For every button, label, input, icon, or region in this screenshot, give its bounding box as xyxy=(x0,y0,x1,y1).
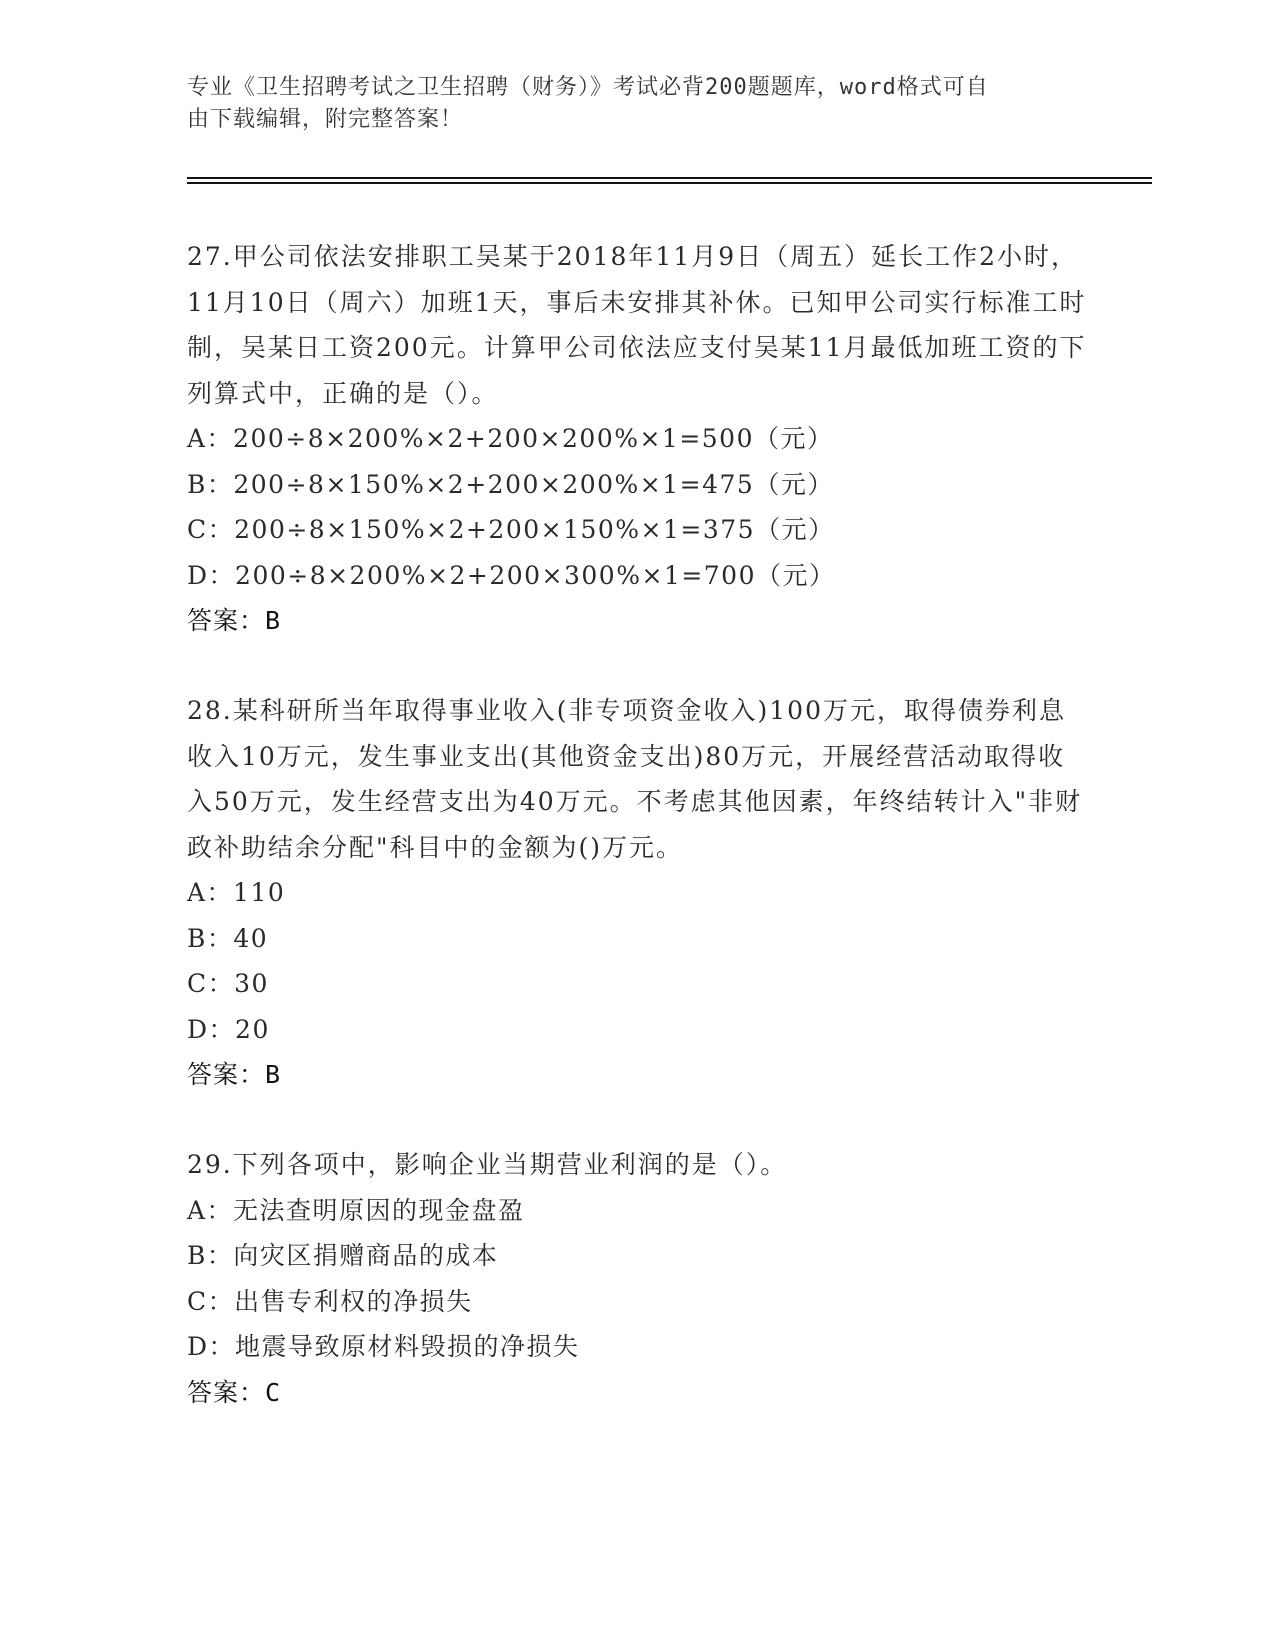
option-c: C：30 xyxy=(187,969,269,998)
option-d: D：200÷8×200%×2+200×300%×1=700（元） xyxy=(187,560,836,590)
option-c: C：200÷8×150%×2+200×150%×1=375（元） xyxy=(187,515,835,544)
question-stem: 29.下列各项中，影响企业当期营业利润的是（）。 xyxy=(187,1150,788,1179)
header-line-1: 专业《卫生招聘考试之卫生招聘（财务）》考试必背200题题库，word格式可自 xyxy=(187,75,989,100)
answer-line: 答案：B xyxy=(187,606,282,635)
question-29 xyxy=(187,1142,1087,1415)
question-stem: 27.甲公司依法安排职工吴某于2018年11月9日（周五）延长工作2小时，11月10日（周六）加班1天，事后未安排其补休。已知甲公司实行标准工时制，吴某日工资200元。计算甲公司依法应支付吴某11月最低加班工资的下列算式中，正确的是（）。 xyxy=(187,242,1087,408)
question-28 xyxy=(187,688,1087,1098)
option-b: B：向灾区捐赠商品的成本 xyxy=(187,1241,499,1270)
header-divider-bottom xyxy=(187,182,1152,184)
header-line-2: 由下载编辑，附完整答案！ xyxy=(187,107,464,132)
option-b: B：200÷8×150%×2+200×200%×1=475（元） xyxy=(187,469,834,499)
answer-line: 答案：B xyxy=(187,1060,282,1089)
document-header xyxy=(187,72,1087,136)
option-d: D：地震导致原材料毁损的净损失 xyxy=(187,1332,580,1361)
option-d: D：20 xyxy=(187,1014,270,1044)
question-27 xyxy=(187,234,1087,644)
header-divider-top xyxy=(187,177,1152,179)
answer-line: 答案：C xyxy=(187,1377,282,1407)
option-a: A：无法查明原因的现金盘盈 xyxy=(187,1195,525,1225)
option-a: A：200÷8×200%×2+200×200%×1=500（元） xyxy=(187,424,834,453)
option-a: A：110 xyxy=(187,878,286,907)
question-stem: 28.某科研所当年取得事业收入(非专项资金收入)100万元，取得债券利息收入10万元，发生事业支出(其他资金支出)80万元，开展经营活动取得收入50万元，发生经营支出为40万元。不考虑其他因素，年终结转计入"非财政补助结余分配"科目中的金额为()万元。 xyxy=(187,696,1083,862)
option-b: B：40 xyxy=(187,923,269,953)
option-c: C：出售专利权的净损失 xyxy=(187,1286,473,1316)
